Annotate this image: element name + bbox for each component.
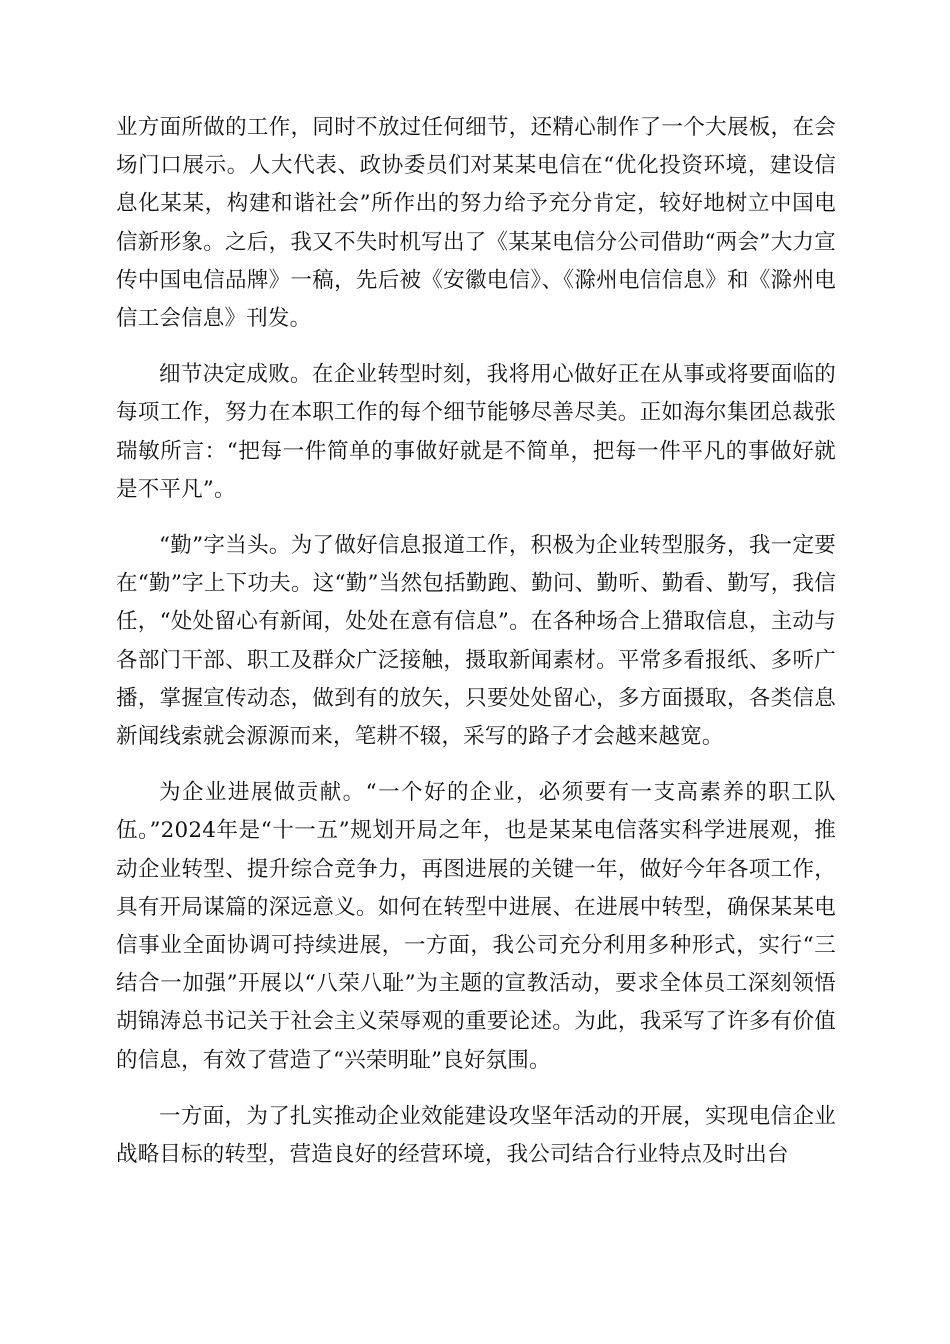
paragraph-5: 一方面，为了扎实推动企业效能建设攻坚年活动的开展，实现电信企业战略目标的转型，营造良好的经营环境，我公司结合行业特点及时出台 — [116, 1103, 836, 1168]
paragraph-1: 业方面所做的工作，同时不放过任何细节，还精心制作了一个大展板，在会场门口展示。人大代表、政协委员们对某某电信在“优化投资环境，建设信息化某某，构建和谐社会”所作出的努力给予充分肯定，较好地树立中国电信新形象。之后，我又不失时机写出了《某某电信分公司借助“两会”大力宣传中国电信品牌》一稿，先后被《安徽电信》、《滁州电信信息》和《滁州电信工会信息》刊发。 — [116, 115, 836, 332]
paragraph-4: 为企业进展做贡献。“一个好的企业，必须要有一支高素养的职工队伍。”2024年是“十一五”规划开局之年，也是某某电信落实科学进展观，推动企业转型、提升综合竞争力，再图进展的关键一年，做好今年各项工作，具有开局谋篇的深远意义。如何在转型中进展、在进展中转型，确保某某电信事业全面协调可持续进展，一方面，我公司充分利用多种形式，实行“三结合一加强”开展以“八荣八耻”为主题的宣教活动，要求全体员工深刻领悟胡锦涛总书记关于社会主义荣辱观的重要论述。为此，我采写了许多有价值的信息，有效了营造了“兴荣明耻”良好氛围。 — [116, 780, 836, 1073]
paragraph-2: 细节决定成败。在企业转型时刻，我将用心做好正在从事或将要面临的每项工作，努力在本职工作的每个细节能够尽善尽美。正如海尔集团总裁张瑞敏所言：“把每一件简单的事做好就是不简单，把每一件平凡的事做好就是不平凡”。 — [116, 362, 836, 502]
paragraph-3: “勤”字当头。为了做好信息报道工作，积极为企业转型服务，我一定要在“勤”字上下功夫。这“勤”当然包括勤跑、勤问、勤听、勤看、勤写，我信任，“处处留心有新闻，处处在意有信息”。在各种场合上猎取信息，主动与各部门干部、职工及群众广泛接触，摄取新闻素材。平常多看报纸、多听广播，掌握宣传动态，做到有的放矢，只要处处留心，多方面摄取，各类信息新闻线索就会源源而来，笔耕不辍，采写的路子才会越来越宽。 — [116, 533, 836, 750]
document-body — [116, 109, 836, 1192]
